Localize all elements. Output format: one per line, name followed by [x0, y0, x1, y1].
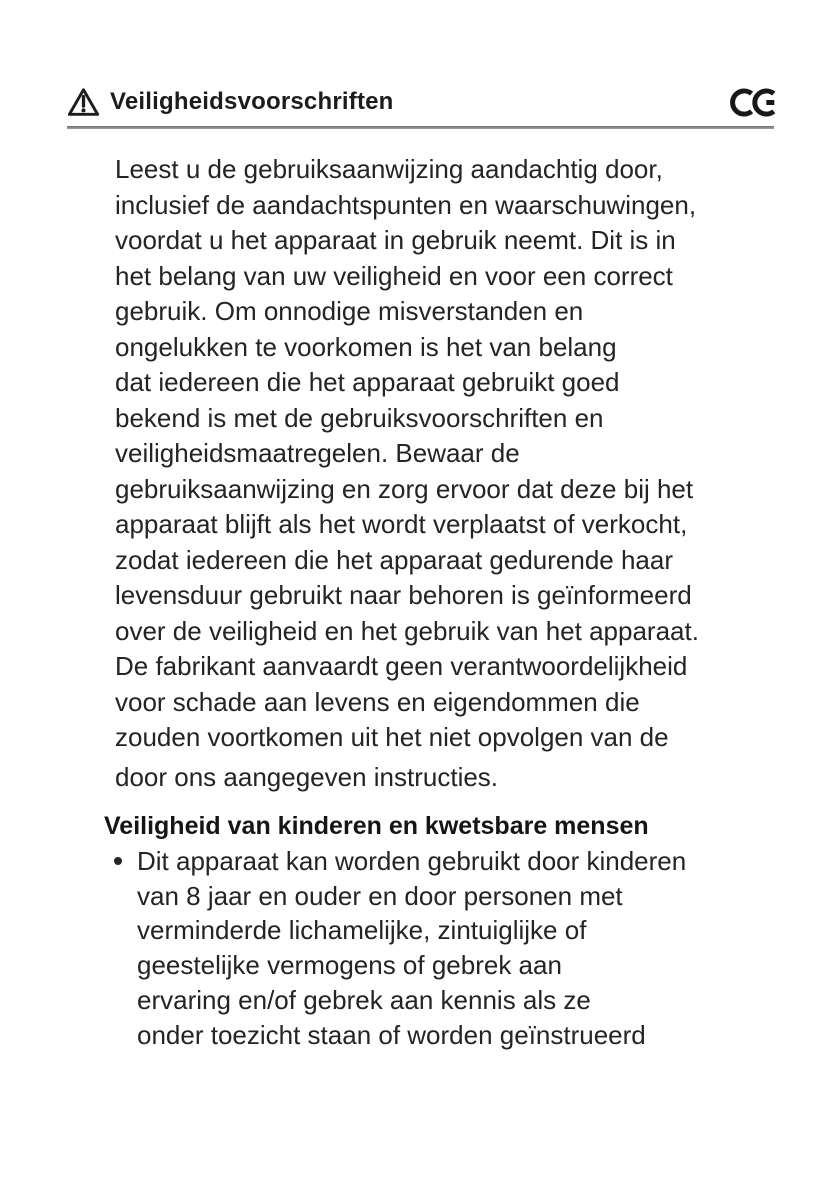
paragraph-line: levensduur gebruikt naar behoren is geïnformeerd: [115, 580, 692, 610]
page-header: [67, 84, 777, 120]
paragraph-line: apparaat blijft als het wordt verplaatst of verkocht,: [115, 509, 688, 539]
paragraph-line: veiligheidsmaatregelen. Bewaar de: [115, 438, 520, 468]
intro-paragraph: [115, 152, 775, 795]
ce-mark-icon: [729, 87, 777, 118]
paragraph-line: dat iedereen die het apparaat gebruikt goed: [115, 367, 620, 397]
bullet-line: van 8 jaar en ouder en door personen met: [137, 880, 623, 911]
paragraph-line: zouden voortkomen uit het niet opvolgen van de: [115, 722, 669, 752]
header-divider: [67, 126, 774, 129]
warning-triangle-icon: [67, 87, 100, 118]
bullet-list: [112, 844, 775, 1052]
bullet-line: geestelijke vermogens of gebrek aan: [137, 950, 562, 981]
paragraph-line: door ons aangegeven instructies.: [115, 761, 499, 792]
bullet-marker: [114, 857, 122, 865]
paragraph-line: over de veiligheid en het gebruik van het apparaat.: [115, 615, 699, 646]
section-heading: Veiligheid van kinderen en kwetsbare mensen: [104, 812, 649, 840]
paragraph-line: bekend is met de gebruiksvoorschriften en: [115, 402, 604, 433]
bullet-line: ervaring en/of gebrek aan kennis als ze: [137, 984, 591, 1015]
bullet-line: verminderde lichamelijke, zintuiglijke of: [137, 915, 587, 946]
paragraph-line: gebruiksaanwijzing en zorg ervoor dat deze bij het: [115, 473, 694, 504]
bullet-line: onder toezicht staan of worden geïnstrueerd: [137, 1019, 646, 1050]
bullet-line: Dit apparaat kan worden gebruikt door kinderen: [137, 846, 687, 876]
paragraph-line: voor schade aan levens en eigendommen die: [115, 686, 640, 717]
page-content: [104, 152, 775, 1052]
bullet-item: [112, 844, 775, 1052]
paragraph-line: gebruik. Om onnodige misverstanden en: [115, 296, 584, 326]
paragraph-line: ongelukken te voorkomen is het van belang: [115, 331, 617, 362]
paragraph-line: voordat u het apparaat in gebruik neemt. Dit is in: [115, 225, 676, 255]
paragraph-line: zodat iedereen die het apparaat gedurende haar: [115, 544, 673, 575]
paragraph-line: het belang van uw veiligheid en voor een correct: [115, 260, 673, 291]
paragraph-line: inclusief de aandachtspunten en waarschuwingen,: [115, 189, 697, 220]
page-title: Veiligheidsvoorschriften: [110, 88, 394, 115]
paragraph-line: Leest u de gebruiksaanwijzing aandachtig door,: [115, 154, 663, 184]
paragraph-line: De fabrikant aanvaardt geen verantwoordelijkheid: [115, 651, 688, 681]
